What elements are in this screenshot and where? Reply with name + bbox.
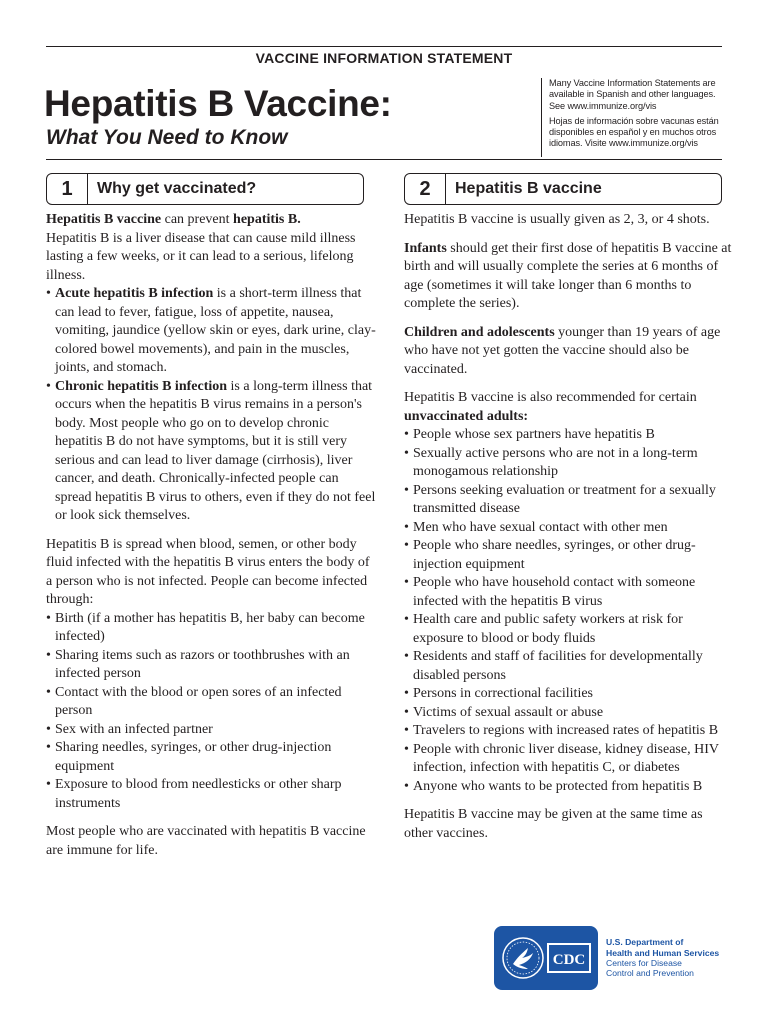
intro-text-1: can prevent — [161, 212, 234, 227]
list-item: • Contact with the blood or open sores of an infected person — [46, 684, 376, 721]
list-item — [46, 378, 376, 526]
section-2-title: Hepatitis B vaccine — [455, 180, 602, 197]
dept-line-1: U.S. Department of — [606, 937, 684, 948]
list-item: • Residents and staff of facilities for developmentally disabled persons — [404, 648, 734, 685]
adult-risk-list — [404, 426, 734, 796]
section-2-closing: Hepatitis B vaccine may be given at the same time as other vaccines. — [404, 807, 703, 841]
children-text: younger than 19 years of age who have not yet gotten the vaccine should also be vaccinated. — [404, 324, 721, 377]
list-item: • People who share needles, syringes, or other drug-injection equipment — [404, 537, 734, 574]
list-item: • People who have household contact with someone infected with the hepatitis B virus — [404, 574, 734, 611]
infants-paragraph — [404, 240, 734, 314]
agency-names — [606, 937, 719, 978]
adults-intro — [404, 389, 734, 426]
cdc-logo-text: CDC — [552, 952, 586, 968]
list-item: • Sexually active persons who are not in a long-term monogamous relationship — [404, 445, 734, 482]
cdc-logo-icon — [547, 943, 591, 973]
list-item: • Birth (if a mother has hepatitis B, her baby can become infected) — [46, 610, 376, 647]
list-item: • Sharing needles, syringes, or other drug-injection equipment — [46, 739, 376, 776]
page-title: Hepatitis B Vaccine: — [44, 83, 392, 124]
cdc-line-1: Centers for Disease — [606, 958, 682, 968]
list-item: • People with chronic liver disease, kidney disease, HIV infection, infection with hepatitis C, or diabetes — [404, 741, 734, 778]
list-item: • Persons in correctional facilities — [404, 685, 734, 704]
section-2-header — [404, 173, 722, 205]
chronic-label: Chronic hepatitis B infection — [55, 378, 228, 394]
acute-label: Acute hepatitis B infection — [55, 286, 214, 301]
page-subtitle: What You Need to Know — [46, 126, 288, 149]
lang-note-es-2: disponibles en español y en muchos otros — [549, 127, 717, 138]
list-item: • Sharing items such as razors or toothbrushes with an infected person — [46, 647, 376, 684]
list-item: • Men who have sexual contact with other men — [404, 519, 734, 538]
section-1-body — [46, 211, 376, 870]
lang-note-es-1: Hojas de información sobre vacunas están — [549, 115, 719, 126]
adults-text: Hepatitis B vaccine is also recommended for certain — [404, 390, 697, 405]
spread-intro: Hepatitis B is spread when blood, semen, or other body fluid infected with the hepatitis B virus enters the body of a person who is not infected. People can become infected through: — [46, 536, 370, 607]
section-1-number: 1 — [47, 174, 88, 204]
lang-note-en-1: Many Vaccine Information Statements are — [549, 78, 716, 88]
hhs-eagle-seal-icon — [501, 936, 545, 980]
list-item: • Exposure to blood from needlesticks or other sharp instruments — [46, 776, 376, 813]
infants-text: should get their first dose of hepatitis B vaccine at birth and will usually complete the series at 6 months of age (sometimes it will take longer than 6 months to complete the series). — [404, 240, 732, 311]
language-availability-note — [541, 78, 722, 157]
list-item: • Victims of sexual assault or abuse — [404, 704, 734, 723]
cdc-line-2: Control and Prevention — [606, 968, 694, 979]
list-item: • Travelers to regions with increased rates of hepatitis B — [404, 722, 734, 741]
agency-logo-badge — [494, 926, 598, 990]
acute-text: is a short-term illness that can lead to fever, fatigue, loss of appetite, nausea, vomiting, jaundice (yellow skin or eyes, dark urine, clay-colored bowel movements), and pain in the muscles, joints, and stomach. — [55, 286, 376, 375]
section-1-closing: Most people who are vaccinated with hepatitis B vaccine are immune for life. — [46, 824, 366, 858]
intro-rest: Hepatitis B is a liver disease that can cause mild illness lasting a few weeks, or it can lead to a serious, lifelong illness. — [46, 230, 356, 283]
children-paragraph — [404, 324, 734, 380]
section-2-number: 2 — [405, 174, 446, 204]
section-1-header — [46, 173, 364, 205]
list-item — [46, 285, 376, 378]
dept-line-2: Health and Human Services — [606, 947, 720, 958]
intro-bold-2: hepatitis B. — [233, 212, 301, 227]
lang-note-es-3: idiomas. Visite www.immunize.org/vis — [549, 138, 698, 149]
children-label: Children and adolescents — [404, 324, 555, 340]
list-item: • People whose sex partners have hepatitis B — [404, 426, 734, 445]
infection-types-list — [46, 285, 376, 526]
list-item: • Anyone who wants to be protected from hepatitis B — [404, 778, 734, 797]
top-rule — [46, 46, 722, 47]
spread-list — [46, 610, 376, 814]
lang-note-en-2: available in Spanish and other languages. — [549, 89, 716, 100]
list-item: • Persons seeking evaluation or treatment for a sexually transmitted disease — [404, 482, 734, 519]
shots-paragraph: Hepatitis B vaccine is usually given as 2, 3, or 4 shots. — [404, 212, 710, 227]
intro-bold-1: Hepatitis B vaccine — [46, 212, 162, 227]
adults-label: unvaccinated adults: — [404, 408, 529, 424]
footer-logos — [494, 926, 734, 990]
list-item: • Health care and public safety workers at risk for exposure to blood or body fluids — [404, 611, 734, 648]
header-divider — [46, 159, 722, 160]
intro-paragraph — [46, 211, 376, 285]
chronic-text: is a long-term illness that occurs when the hepatitis B virus remains in a person's body. Most people who go on to develop chronic hepatitis B do not have symptoms, but it is still very serious and can lead to liver damage (cirrhosis), liver cancer, and death. Chronically-infected people can spread hepatitis B virus to others, even if they do not feel or look sick themselves. — [55, 378, 376, 523]
section-1-title: Why get vaccinated? — [97, 180, 257, 197]
section-2-body — [404, 211, 734, 853]
document-type-label: VACCINE INFORMATION STATEMENT — [255, 50, 513, 66]
lang-note-en-3: See www.immunize.org/vis — [549, 100, 657, 111]
list-item: • Sex with an infected partner — [46, 721, 376, 740]
infants-label: Infants — [404, 240, 447, 256]
